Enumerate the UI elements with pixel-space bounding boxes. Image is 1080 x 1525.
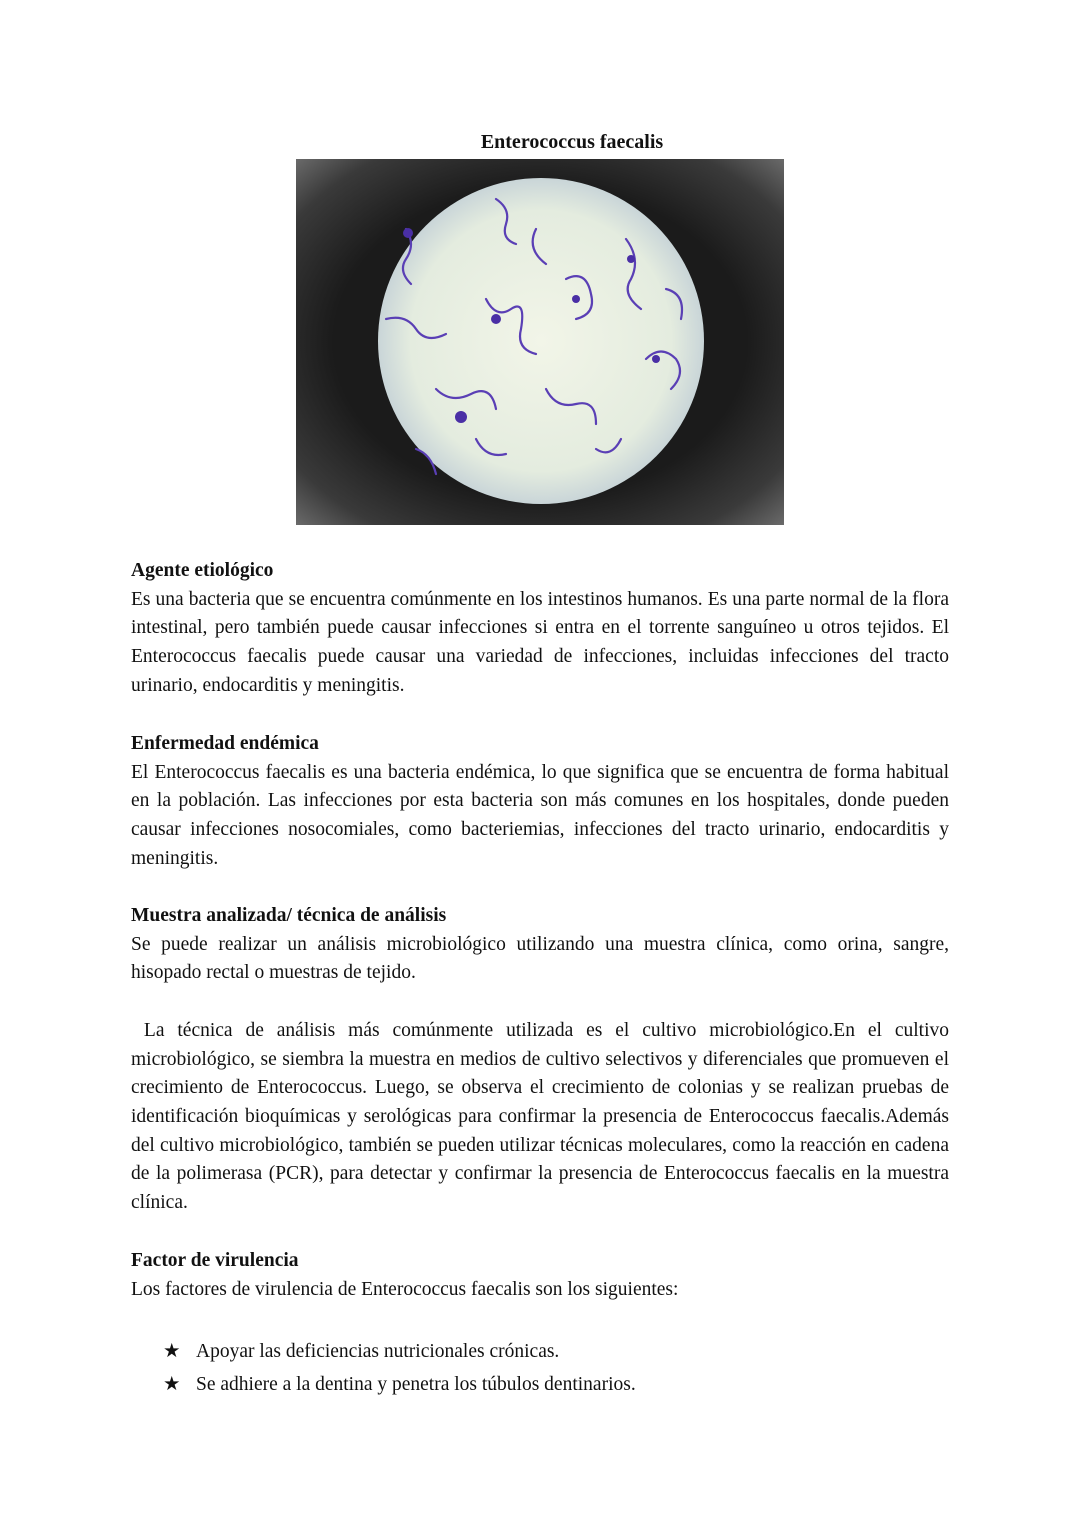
section-paragraph: Es una bacteria que se encuentra comúnmente en los intestinos humanos. Es una parte normal de la flora intestinal, pero también puede causar infecciones si entra en el torrente sanguíneo u otros tejidos. El Enterococcus faecalis puede causar una variedad de infecciones, incluidas infecciones del tracto urinario, endocarditis y meningitis.	[131, 588, 949, 696]
list-item-text: Apoyar las deficiencias nutricionales crónicas.	[196, 1341, 560, 1362]
section-factor-virulencia	[131, 1247, 949, 1304]
list-item	[131, 1335, 949, 1368]
section-paragraph: Los factores de virulencia de Enterococcus faecalis son los siguientes:	[131, 1278, 679, 1300]
virulence-factor-list	[131, 1335, 949, 1401]
star-bullet-icon: ★	[163, 1341, 181, 1362]
section-heading: Enfermedad endémica	[131, 733, 319, 754]
star-bullet-icon: ★	[163, 1374, 181, 1395]
section-enfermedad-endemica	[131, 730, 949, 874]
section-muestra-analizada	[131, 902, 954, 1218]
list-item-text: Se adhiere a la dentina y penetra los túbulos dentinarios.	[196, 1374, 636, 1395]
document-title: Enterococcus faecalis	[480, 131, 664, 153]
section-paragraph: El Enterococcus faecalis es una bacteria endémica, lo que significa que se encuentra de forma habitual en la población. Las infecciones por esta bacteria son más comunes en los hospitales, donde pueden causar infecciones nosocomiales, como bacteriemias, infecciones del tracto urinario, endocarditis y meningitis.	[131, 761, 949, 869]
section-heading: Muestra analizada/ técnica de análisis	[131, 905, 447, 926]
section-agente-etiologico	[131, 557, 949, 701]
list-item	[131, 1368, 949, 1401]
section-paragraph: Se puede realizar un análisis microbiológico utilizando una muestra clínica, como orina, sangre, hisopado rectal o muestras de tejido.	[131, 933, 949, 984]
section-heading: Factor de virulencia	[131, 1250, 299, 1271]
microscope-image	[296, 159, 784, 525]
section-heading: Agente etiológico	[131, 560, 274, 581]
microscope-field-graphic	[296, 159, 784, 525]
section-paragraph: La técnica de análisis más comúnmente utilizada es el cultivo microbiológico.En el cultivo microbiológico, se siembra la muestra en medios de cultivo selectivos y diferenciales que promueven el crecimiento de Enterococcus. Luego, se observa el crecimiento de colonias y se realizan pruebas de identificación bioquímicas y serológicas para confirmar la presencia de Enterococcus faecalis.Además del cultivo microbiológico, también se pueden utilizar técnicas moleculares, como la reacción en cadena de la polimerasa (PCR), para detectar y confirmar la presencia de Enterococcus faecalis en la muestra clínica.	[131, 1019, 954, 1214]
